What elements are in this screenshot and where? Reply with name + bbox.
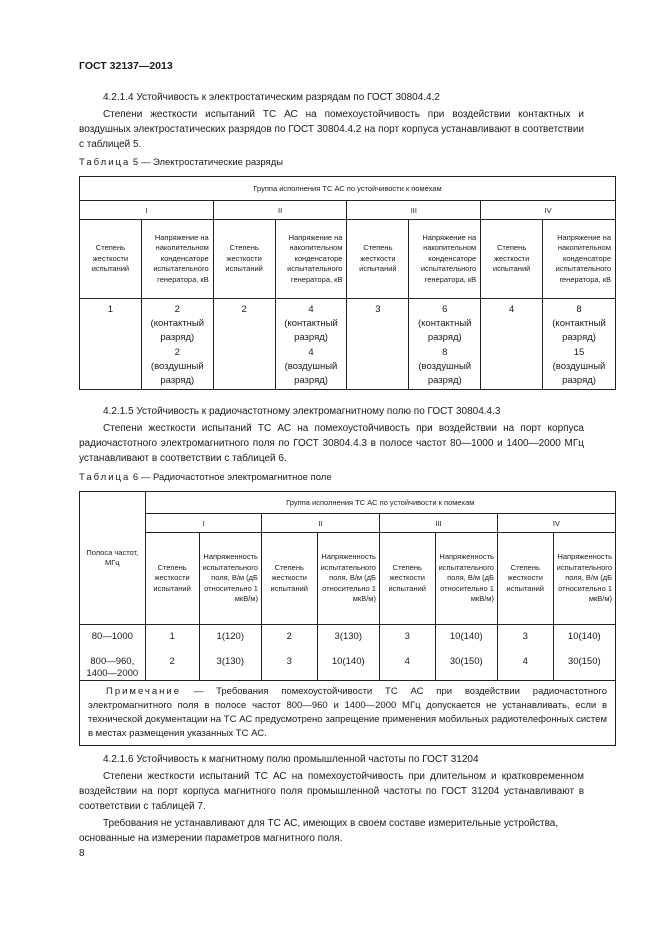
- value-cell: [379, 625, 435, 681]
- value-text: 3(130): [216, 656, 244, 667]
- table-5-caption: [79, 157, 283, 168]
- section-4-2-1-6-text-2: Требования не устанавливают для ТС АС, имеющих в своем составе измерительные устройства, основанные на измерении параметров магнитного поля.: [79, 818, 559, 844]
- air-value: 4: [308, 347, 314, 358]
- air-label: (воздушный разряд): [552, 361, 606, 386]
- value-text: 10(140): [567, 631, 601, 642]
- table-caption-word: Таблица: [79, 472, 131, 483]
- group-iii: III: [379, 514, 497, 533]
- value-text: 3: [522, 631, 528, 642]
- contact-label: (контактный разряд): [150, 318, 205, 343]
- value-cell: [145, 625, 199, 681]
- value-text: 1: [169, 631, 175, 642]
- group-i: I: [145, 514, 261, 533]
- group-ii: II: [261, 514, 379, 533]
- col-degree-header: Степень жесткости испытаний: [213, 220, 275, 299]
- group-header: Группа исполнения ТС АС по устойчивости к помехам: [80, 177, 616, 201]
- col-voltage-header: Напряжение на накопительном конденсаторе испытательного генератора, кВ: [409, 220, 481, 299]
- value-text: 10(140): [449, 631, 483, 642]
- value-text: 30(150): [567, 656, 601, 667]
- value-cell: [317, 625, 379, 681]
- section-4-2-1-5-title: 4.2.1.5 Устойчивость к радиочастотному электромагнитному полю по ГОСТ 30804.4.3: [103, 406, 501, 417]
- document-header: ГОСТ 32137—2013: [79, 60, 173, 72]
- degree-cell: 1: [80, 299, 142, 390]
- band-value: 800—960, 1400—2000: [86, 656, 139, 679]
- table-5: [79, 176, 616, 390]
- value-cell: [497, 625, 553, 681]
- air-value: 15: [573, 347, 585, 358]
- value-cell: [435, 625, 497, 681]
- table-caption-text: 5 — Электростатические разряды: [132, 157, 284, 168]
- contact-label: (контактный разряд): [284, 318, 338, 343]
- col-degree-header: Степень жесткости испытаний: [379, 533, 435, 625]
- air-label: (воздушный разряд): [284, 361, 338, 386]
- value-text: 10(140): [331, 656, 365, 667]
- group-i: I: [80, 201, 214, 220]
- section-4-2-1-4-text: Степени жесткости испытаний ТС АС на помехоустойчивость при воздействии контактных и воздушных электростатических разрядов по ГОСТ 30804.4.2 на порт корпуса устанавливают в соответствии с таблицей 5.: [79, 109, 584, 150]
- value-text: 30(150): [449, 656, 483, 667]
- air-label: (воздушный разряд): [150, 361, 204, 386]
- col-degree-header: Степень жесткости испытаний: [497, 533, 553, 625]
- table-6: [79, 491, 616, 746]
- group-iii: III: [347, 201, 481, 220]
- contact-value: 6: [442, 304, 448, 315]
- value-cell: [199, 625, 261, 681]
- note-text: — Требования помехоустойчивости ТС АС при воздействии радиочастотного электромагнитного поля в полосе частот 800—960 и 1400—2000 МГц допускается не устанавливать, если в технической документации на ТС АС предусмотрено запрещение применения мобильных радиотелефонных систем в местах размещения указанных ТС АС.: [88, 686, 607, 739]
- contact-value: 4: [308, 304, 314, 315]
- voltage-cell: [409, 299, 481, 390]
- table-caption-word: Таблица: [79, 157, 131, 168]
- contact-value: 8: [576, 304, 582, 315]
- degree-cell: 2: [213, 299, 275, 390]
- degree-cell: 3: [347, 299, 409, 390]
- col-voltage-header: Напряжение на накопительном конденсаторе испытательного генератора, кВ: [141, 220, 213, 299]
- col-strength-header: Напряженность испытательного поля, В/м (дБ относительно 1 мкВ/м): [553, 533, 615, 625]
- value-text: 4: [522, 656, 528, 667]
- col-degree-header: Степень жесткости испытаний: [80, 220, 142, 299]
- col-strength-header: Напряженность испытательного поля, В/м (дБ относительно 1 мкВ/м): [199, 533, 261, 625]
- group-iv: IV: [497, 514, 615, 533]
- band-cell: [80, 625, 146, 681]
- page-number: 8: [79, 848, 85, 859]
- voltage-cell: [141, 299, 213, 390]
- degree-cell: 4: [481, 299, 543, 390]
- col-degree-header: Степень жесткости испытаний: [261, 533, 317, 625]
- col-degree-header: Степень жесткости испытаний: [347, 220, 409, 299]
- air-value: 2: [174, 347, 180, 358]
- note-word: Примечание: [106, 686, 181, 697]
- band-value: 80—1000: [91, 631, 133, 642]
- value-cell: [553, 625, 615, 681]
- col-degree-header: Степень жесткости испытаний: [481, 220, 543, 299]
- contact-value: 2: [174, 304, 180, 315]
- air-value: 8: [442, 347, 448, 358]
- section-4-2-1-6-title: 4.2.1.6 Устойчивость к магнитному полю промышленной частоты по ГОСТ 31204: [103, 754, 479, 765]
- contact-label: (контактный разряд): [552, 318, 606, 343]
- value-text: 4: [404, 656, 410, 667]
- value-text: 3: [404, 631, 410, 642]
- group-iv: IV: [481, 201, 616, 220]
- table-6-caption: [79, 472, 332, 483]
- value-text: 2: [169, 656, 175, 667]
- voltage-cell: [543, 299, 616, 390]
- table-caption-text: 6 — Радиочастотное электромагнитное поле: [132, 472, 332, 483]
- section-4-2-1-5-text: Степени жесткости испытаний ТС АС на помехоустойчивость при воздействии на порт корпуса радиочастотного электромагнитного поля по ГОСТ 30804.4.3 в полосе частот 80—1000 и 1400—2000 МГц устанавливают в соответствии с таблицей 6.: [79, 423, 584, 464]
- section-4-2-1-4-title: 4.2.1.4 Устойчивость к электростатическим разрядам по ГОСТ 30804.4.2: [103, 92, 440, 103]
- col-strength-header: Напряженность испытательного поля, В/м (дБ относительно 1 мкВ/м): [435, 533, 497, 625]
- value-text: 3: [286, 656, 292, 667]
- table-6-note: [80, 681, 616, 746]
- air-label: (воздушный разряд): [418, 361, 472, 386]
- col-voltage-header: Напряжение на накопительном конденсаторе испытательного генератора, кВ: [543, 220, 616, 299]
- col-strength-header: Напряженность испытательного поля, В/м (дБ относительно 1 мкВ/м): [317, 533, 379, 625]
- section-4-2-1-6-text: Степени жесткости испытаний ТС АС на помехоустойчивость при длительном и кратковременном воздействии на порт корпуса магнитного поля промышленной частоты по ГОСТ 31204 устанавливают в соответствии с таблицей 7.: [79, 771, 584, 812]
- col-degree-header: Степень жесткости испытаний: [145, 533, 199, 625]
- value-text: 2: [286, 631, 292, 642]
- group-ii: II: [213, 201, 347, 220]
- value-text: 3(130): [334, 631, 362, 642]
- group-header: Группа исполнения ТС АС по устойчивости к помехам: [145, 492, 615, 514]
- col-voltage-header: Напряжение на накопительном конденсаторе испытательного генератора, кВ: [275, 220, 347, 299]
- contact-label: (контактный разряд): [418, 318, 472, 343]
- value-cell: [261, 625, 317, 681]
- voltage-cell: [275, 299, 347, 390]
- value-text: 1(120): [216, 631, 244, 642]
- col-band-header: Полоса частот, МГц: [80, 492, 146, 625]
